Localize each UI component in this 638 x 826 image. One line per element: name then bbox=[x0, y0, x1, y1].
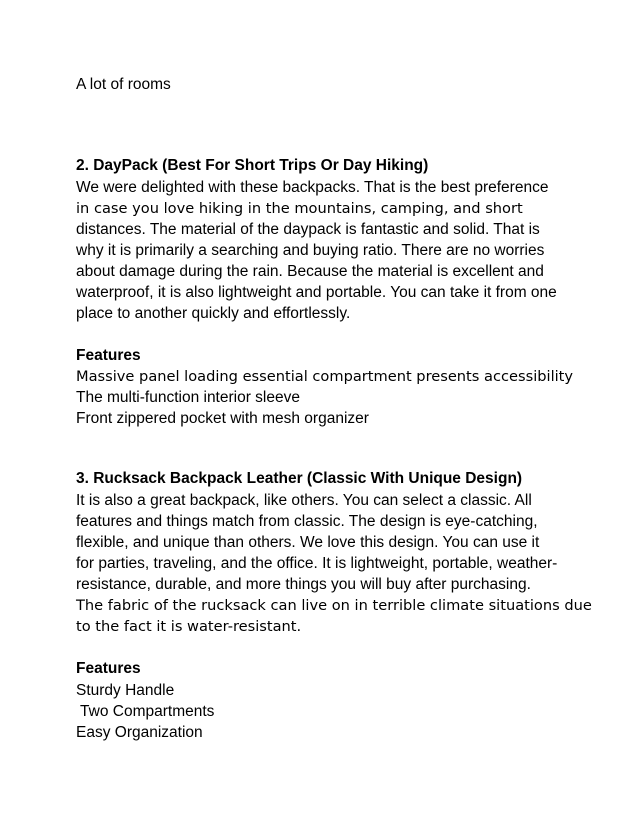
intro-text: A lot of rooms bbox=[76, 76, 171, 93]
feature-item: The multi-function interior sleeve bbox=[76, 389, 300, 406]
section-3-features-list bbox=[76, 680, 596, 743]
feature-item: Easy Organization bbox=[76, 724, 203, 741]
paragraph-line: place to another quickly and effortlessly. bbox=[76, 305, 351, 322]
paragraph-line: in case you love hiking in the mountains, camping, and short bbox=[76, 200, 523, 217]
paragraph-line: about damage during the rain. Because the material is excellent and bbox=[76, 263, 544, 280]
section-3-features-heading: Features bbox=[76, 660, 141, 677]
section-2-paragraph bbox=[76, 177, 596, 324]
paragraph-line: why it is primarily a searching and buying ratio. There are no worries bbox=[76, 242, 545, 259]
section-3-heading: 3. Rucksack Backpack Leather (Classic With Unique Design) bbox=[76, 470, 523, 487]
section-2-heading: 2. DayPack (Best For Short Trips Or Day Hiking) bbox=[76, 157, 429, 174]
paragraph-line: features and things match from classic. The design is eye-catching, bbox=[76, 513, 538, 530]
paragraph-line: The fabric of the rucksack can live on in terrible climate situations due bbox=[76, 597, 592, 614]
paragraph-line: to the fact it is water-resistant. bbox=[76, 618, 302, 635]
paragraph-line: flexible, and unique than others. We love this design. You can use it bbox=[76, 534, 540, 551]
feature-item: Two Compartments bbox=[76, 703, 215, 720]
paragraph-line: waterproof, it is also lightweight and portable. You can take it from one bbox=[76, 284, 557, 301]
feature-item: Sturdy Handle bbox=[76, 682, 175, 699]
feature-item: Front zippered pocket with mesh organizer bbox=[76, 410, 369, 427]
section-2-features-list bbox=[76, 366, 596, 429]
paragraph-line: for parties, traveling, and the office. It is lightweight, portable, weather- bbox=[76, 555, 558, 572]
paragraph-line: distances. The material of the daypack is fantastic and solid. That is bbox=[76, 221, 540, 238]
section-3-paragraph bbox=[76, 490, 596, 637]
paragraph-line: resistance, durable, and more things you will buy after purchasing. bbox=[76, 576, 531, 593]
paragraph-line: We were delighted with these backpacks. That is the best preference bbox=[76, 179, 549, 196]
feature-item: Massive panel loading essential compartment presents accessibility bbox=[76, 368, 574, 385]
section-2-features-heading: Features bbox=[76, 347, 141, 364]
paragraph-line: It is also a great backpack, like others. You can select a classic. All bbox=[76, 492, 532, 509]
